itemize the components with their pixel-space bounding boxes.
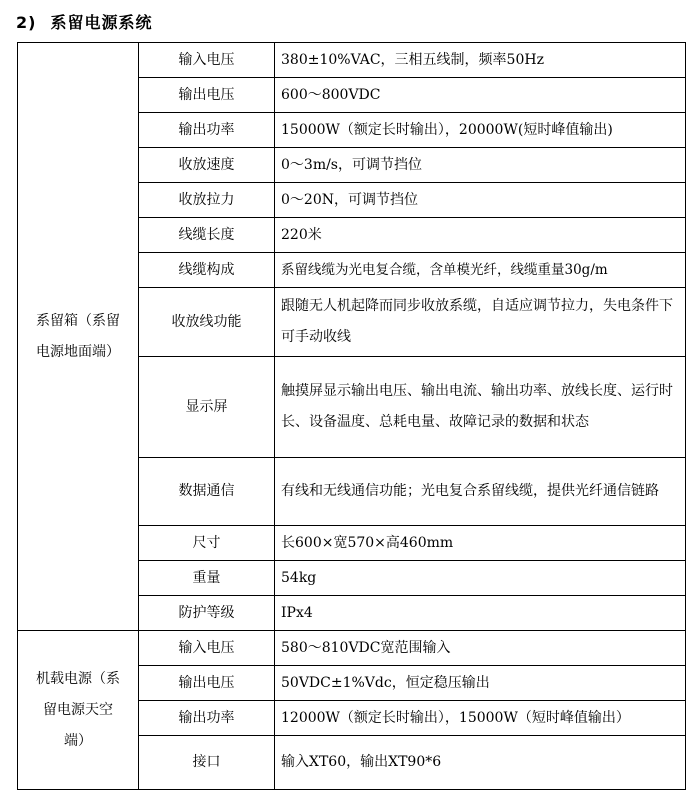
param-value: 0～3m/s，可调节挡位 — [275, 148, 686, 183]
param-name: 输出电压 — [139, 78, 275, 113]
spec-table — [17, 42, 686, 790]
param-value: 有线和无线通信功能；光电复合系留线缆，提供光纤通信链路 — [275, 458, 686, 526]
table-row — [18, 631, 686, 666]
param-value: 600～800VDC — [275, 78, 686, 113]
group-cell-airborne — [18, 631, 139, 790]
param-name: 输出电压 — [139, 666, 275, 701]
group-name: 机载电源（系留电源天空端） — [36, 670, 120, 749]
param-value: 15000W（额定长时输出），20000W(短时峰值输出) — [275, 113, 686, 148]
param-name: 防护等级 — [139, 596, 275, 631]
param-name: 收放拉力 — [139, 183, 275, 218]
param-name: 线缆长度 — [139, 218, 275, 253]
group-name: 系留箱（系留电源地面端） — [36, 312, 120, 360]
param-name: 重量 — [139, 561, 275, 596]
param-name: 数据通信 — [139, 458, 275, 526]
param-name: 收放线功能 — [139, 288, 275, 357]
param-value: 长600×宽570×高460mm — [275, 526, 686, 561]
section-heading — [16, 10, 152, 33]
param-name: 输出功率 — [139, 113, 275, 148]
param-value: 54kg — [275, 561, 686, 596]
param-value: 触摸屏显示输出电压、输出电流、输出功率、放线长度、运行时长、设备温度、总耗电量、故障记录的数据和状态 — [275, 357, 686, 458]
param-value: 0～20N，可调节挡位 — [275, 183, 686, 218]
param-name: 输入电压 — [139, 631, 275, 666]
param-value: 220米 — [275, 218, 686, 253]
param-name: 输出功率 — [139, 701, 275, 736]
param-value: 580～810VDC宽范围输入 — [275, 631, 686, 666]
param-value: IPx4 — [275, 596, 686, 631]
section-title: 系留电源系统 — [50, 13, 153, 32]
param-value: 12000W（额定长时输出），15000W（短时峰值输出） — [275, 701, 686, 736]
param-value: 380±10%VAC，三相五线制，频率50Hz — [275, 43, 686, 78]
param-value: 输入XT60，输出XT90*6 — [275, 736, 686, 790]
param-name: 显示屏 — [139, 357, 275, 458]
table-row — [18, 43, 686, 78]
param-name: 尺寸 — [139, 526, 275, 561]
param-value: 跟随无人机起降而同步收放系缆，自适应调节拉力，失电条件下可手动收线 — [275, 288, 686, 357]
param-name: 收放速度 — [139, 148, 275, 183]
param-value: 系留线缆为光电复合缆，含单模光纤，线缆重量30g/m — [275, 253, 686, 288]
param-name: 输入电压 — [139, 43, 275, 78]
param-name: 线缆构成 — [139, 253, 275, 288]
group-cell-ground-box — [18, 43, 139, 631]
section-number: 2) — [16, 13, 37, 32]
param-value: 50VDC±1%Vdc，恒定稳压输出 — [275, 666, 686, 701]
param-name: 接口 — [139, 736, 275, 790]
